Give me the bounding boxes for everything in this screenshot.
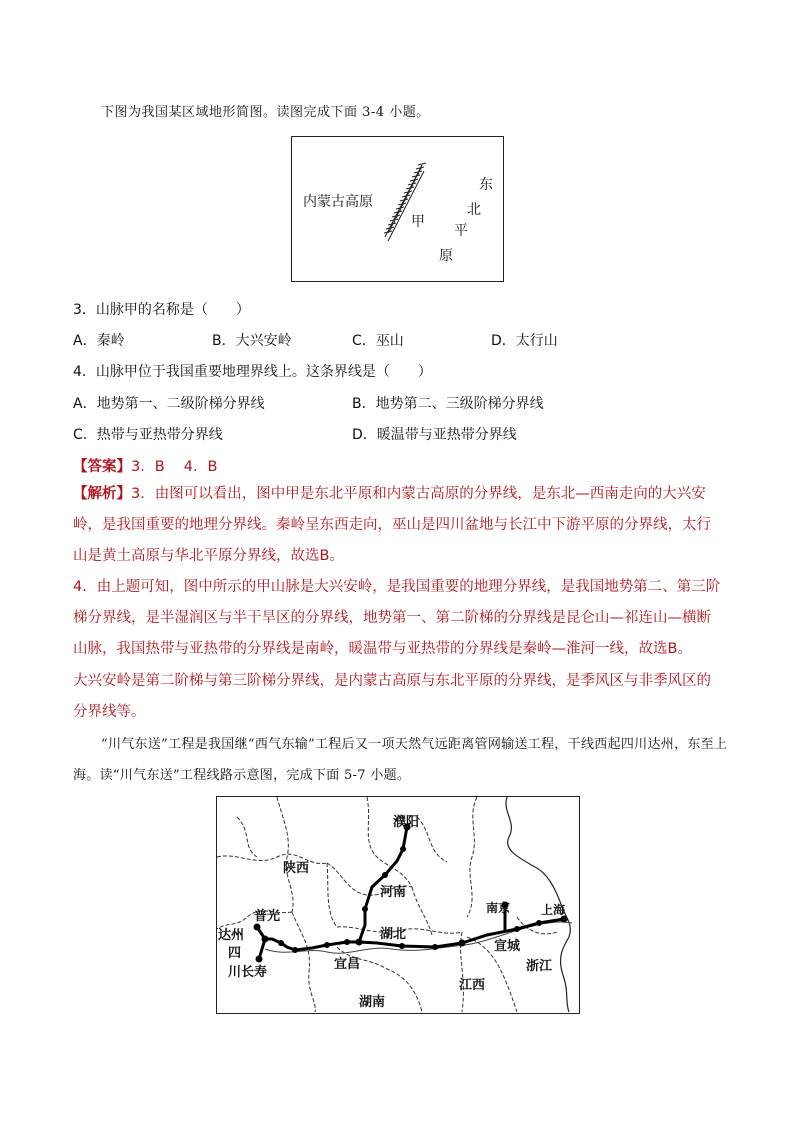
label-mountain-jia: 甲: [411, 214, 425, 230]
section2-intro: “川气东送”工程是我国继“西气东输”工程后又一项天然气远距离管网输送工程，干线西起四川达州，东至上海。读“川气东送”工程线路示意图，完成下面 5-7 小题。: [73, 737, 728, 783]
label-hunan: 湖南: [359, 995, 386, 1010]
question-3-stem: 3．山脉甲的名称是（ ）: [73, 302, 250, 318]
section1-intro: 下图为我国某区域地形简图。读图完成下面 3-4 小题。: [101, 105, 430, 120]
label-plain-yuan: 原: [439, 248, 453, 264]
label-shaanxi: 陕西: [283, 861, 310, 876]
answer-line: [73, 455, 217, 476]
label-changshou: 长寿: [241, 965, 268, 980]
terrain-map: [291, 136, 504, 282]
label-shanghai: 上海: [541, 903, 566, 917]
question-4-stem: 4．山脉甲位于我国重要地理界线上。这条界线是（ ）: [73, 364, 432, 380]
label-jiangxi: 江西: [459, 978, 486, 993]
label-hubei: 湖北: [380, 927, 407, 942]
question-4-option-a: A．地势第一、二级阶梯分界线: [73, 396, 265, 412]
question-3-option-a: A．秦岭: [73, 333, 125, 349]
question-3-option-c: C．巫山: [352, 333, 404, 349]
analysis-tag: 【解析】: [73, 486, 131, 502]
pipeline-nodes: [254, 824, 568, 963]
answer-tag: 【答案】: [73, 459, 131, 475]
label-plain-ping: 平: [454, 223, 468, 239]
label-puguang: 普光: [254, 909, 281, 924]
question-4-option-c: C．热带与亚热带分界线: [73, 427, 223, 443]
label-zhejiang: 浙江: [526, 959, 553, 974]
label-dazhou: 达州: [218, 928, 245, 943]
pipeline-map: [216, 796, 580, 1014]
analysis-extra: 大兴安岭是第二阶梯与第三阶梯分界线，是内蒙古高原与东北平原的分界线，是季风区与非季风区的分界线等。: [73, 673, 711, 720]
question-4-option-b: B．地势第二、三级阶梯分界线: [352, 396, 544, 412]
label-plain-dong: 东: [479, 177, 493, 193]
label-xuancheng: 宣城: [494, 939, 521, 954]
label-plain-bei: 北: [467, 202, 481, 218]
label-yichang: 宜昌: [334, 957, 361, 972]
question-4-option-d: D．暖温带与亚热带分界线: [352, 427, 517, 443]
question-3-option-b: B．大兴安岭: [212, 333, 292, 349]
answer-text: 3．B 4．B: [131, 459, 218, 475]
label-puyang: 濮阳: [393, 815, 420, 830]
label-chuan: 川: [228, 965, 242, 980]
question-3-option-d: D．太行山: [491, 333, 558, 349]
analysis-4: 4．由上题可知，图中所示的甲山脉是大兴安岭，是我国重要的地理分界线，是我国地势第二、第三阶梯分界线，是半湿润区与半干旱区的分界线，地势第一、第二阶梯的分界线是昆仑山—祁连山—横断山脉，我国热带与亚热带的分界线是南岭，暖温带与亚热带的分界线是秦岭—淮河一线，故选B。: [73, 579, 721, 657]
label-nanjing: 南京: [486, 901, 511, 915]
analysis-3-text: 3．由图可以看出，图中甲是东北平原和内蒙古高原的分界线，是东北—西南走向的大兴安岭，是我国重要的地理分界线。秦岭呈东西走向，巫山是四川盆地与长江中下游平原的分界线，太行山是黄土高原与华北平原分界线，故选B。: [73, 486, 711, 564]
label-henan: 河南: [380, 885, 407, 900]
analysis-3: [73, 479, 725, 572]
label-inner-mongolia-plateau: 内蒙古高原: [303, 194, 373, 210]
label-si: 四: [228, 946, 242, 961]
